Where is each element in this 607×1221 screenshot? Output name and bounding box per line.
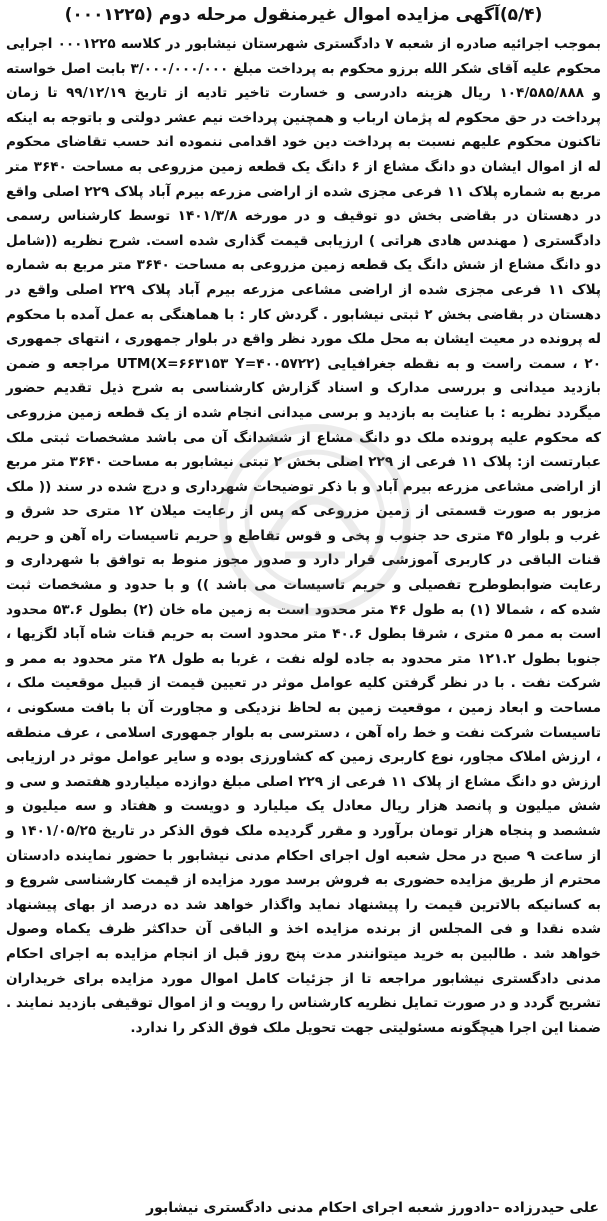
notice-signature: علی حیدرزاده –دادورز شعبه اجرای احکام مدنی دادگستری نیشابور (146, 1200, 599, 1216)
notice-body: بموجب اجرائیه صادره از شعبه ۷ دادگستری شهرستان نیشابور در کلاسه ۰۰۰۱۲۲۵ اجرایی محکوم علیه آقای شکر الله برزو محکوم به پرداخت مبلغ ۳/۰۰۰/۰۰۰/۰۰۰ بابت اصل خواسته و ۱۰۴/۵۸۵/۸۸۸ ریال هزینه دادرسی و خسارت تاخیر تادیه از تاریخ ۹۹/۱۲/۱۹ تا زمان پرداخت در حق محکوم له پژمان ارباب و همچنین پرداخت نیم عشر دولتی و باتوجه به اینکه تاکنون محکوم علیهم نسبت به پرداخت دین خود اقدامی ننموده اند حسب تقاضای محکوم له از اموال ایشان دو دانگ مشاع از ۶ دانگ یک قطعه زمین مزروعی به مساحت ۳۶۴۰ متر مربع به شماره پلاک ۱۱ فرعی مجزی شده از اراضی مزرعه بیرم آباد پلاک ۲۲۹ اصلی واقع در دهستان در بقاضی بخش دو توقیف و در مورخه ۱۴۰۱/۳/۸ توسط کارشناس رسمی دادگستری ( مهندس هادی هراتی ) ارزیابی قیمت گذاری شده است. شرح نظریه ((شامل دو دانگ مشاع از شش دانگ یک قطعه زمین مزروعی به مساحت ۳۶۴۰ متر مربع به شماره پلاک ۱۱ فرعی مجزی شده از اراضی مشاعی مزرعه بیرم آباد پلاک ۲۲۹ اصلی واقع در دهستان در بقاضی بخش ۲ ثبتی نیشابور . گردش کار : با هماهنگی به عمل آمده با محکوم له پرونده در معیت ایشان به محل ملک مورد نظر واقع در بلوار جمهوری ، انتهای جمهوری ۲۰ ، سمت راست و به نقطه جغرافیایی UTM(X=۶۶۳۱۵۳ Y=۴۰۰۵۷۲۲) مراجعه و ضمن بازدید میدانی و بررسی مدارک و اسناد گزارش کارشناسی به شرح ذیل تقدیم حضور میگردد نظریه : با عنایت به بازدید و برسی میدانی انجام شده از یک قطعه زمین مزروعی که محکوم علیه پرونده ملک دو دانگ مشاع از ششدانگ آن می باشد مشخصات ثبتی ملک عبارتست از: پلاک ۱۱ فرعی از ۲۲۹ اصلی بخش ۲ تبتی نیشابور به مساحت ۳۶۴۰ متر مربع از اراضی مشاعی مزرعه بیرم آباد و با ذکر توضیحات شهرداری و درج شده در سند (( ملک مزبور به صورت قسمتی از زمین مزروعی که پس از رعایت میلان ۱۲ متری حد شرق و غرب و بلوار ۴۵ متری حد جنوب و پخی و قوس تقاطع و حریم تاسیسات راه آهن و حریم قنات الباقی در کاربری آموزشی قرار دارد و صدور مجوز منوط به توافق با شهرداری و رعایت ضوابطوطرح تفصیلی و حریم تاسیسات می باشد )) و با حدود و مشخصات ثبت شده که ، شمالا (۱) به طول ۴۶ متر محدود است به زمین ماه خان (۲) بطول ۵۳.۶ محدود است به ممر ۵ متری ، شرقا بطول ۴۰.۶ متر محدود است به حریم قنات شاه آباد لگزیها ، جنوبا بطول ۱۲۱.۲ متر محدود به جاده لوله نفت ، غربا به طول ۲۸ متر محدود به ممر و شرکت نفت . با در نظر گرفتن کلیه عوامل موثر در تعیین قیمت از قبیل موقعیت ملک ، مساحت و ابعاد زمین ، موقعیت زمین به لحاظ نزدیکی و مجاورت آن با بافت مسکونی ، تاسیسات شرکت نفت و خط راه آهن ، دسترسی به بلوار جمهوری اسلامی ، عرف منطقه ، ارزش املاک مجاور، نوع کاربری زمین که کشاورزی بوده و سایر عوامل موثر در ارزیابی ارزش دو دانگ مشاع از پلاک ۱۱ فرعی از ۲۲۹ اصلی مبلغ دوازده میلیاردو هفتصد و سی و شش میلیون و پانصد هزار ریال معادل یک میلیارد و دویست و هفتاد و سه میلیون و ششصد و پنجاه هزار تومان برآورد و مقرر گردیده ملک فوق الذکر در تاریخ ۱۴۰۱/۰۵/۲۵ و از ساعت ۹ صبح در محل شعبه اول اجرای احکام مدنی نیشابور با حضور نماینده دادستان محترم از طریق مزایده حضوری به فروش برسد مورد مزایده از قیمت کارشناسی شروع و به کسانیکه بالاترین قیمت را پیشنهاد نماید واگذار خواهد شد ده درصد از بهای پیشنهاد شده نقدا و فی المجلس از برنده مزایده اخذ و الباقی آن حداکثر ظرف یکماه وصول خواهد شد . طالبین به خرید میتوانندر مدت پنج روز قبل از انجام مزایده به اجرای احکام مدنی دادگستری نیشابور مراجعه تا از جزئیات کامل اموال مورد مزایده برای خریداران تشریح گردد و در صورت تمایل نظریه کارشناس را رویت و از اموال توقیفی بازدید نمایند . ضمنا این اجرا هیچگونه مسئولیتی جهت تحویل ملک فوق الذکر را ندارد. (6, 36, 602, 1036)
notice-title: (۵/۴)آگهی مزایده اموال غیرمنقول مرحله دوم (۰۰۰۱۲۲۵) (64, 5, 543, 25)
